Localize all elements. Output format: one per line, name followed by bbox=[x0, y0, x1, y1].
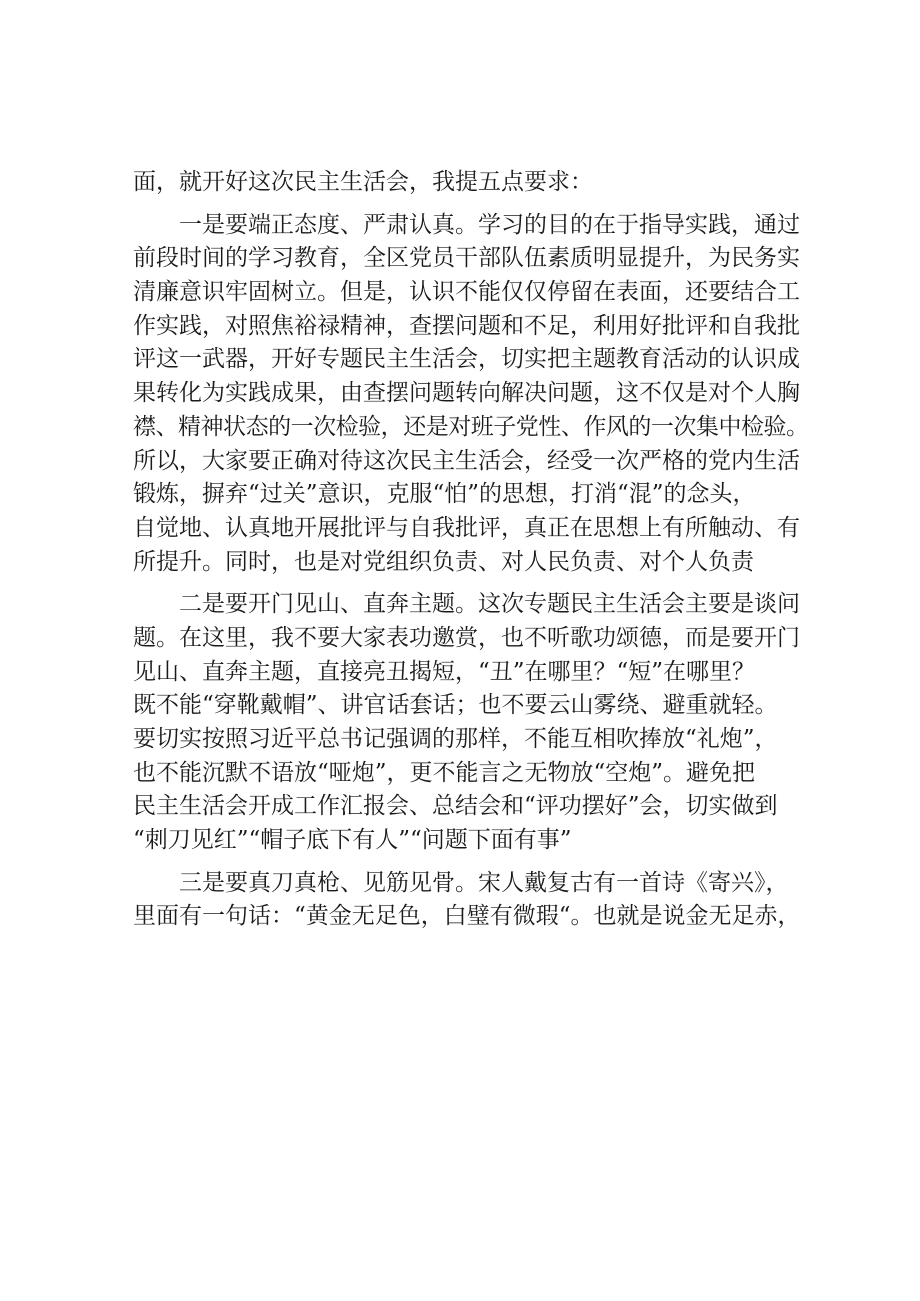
text-line: 一是要端正态度、严肃认真。学习的目的在于指导实践，通过 bbox=[179, 211, 800, 238]
text-line: 清廉意识牢固树立。但是，认识不能仅仅停留在表面，还要结合工 bbox=[133, 279, 800, 306]
text-line: 要切实按照习近平总书记强调的那样，不能互相吹捧放“礼炮”， bbox=[133, 726, 778, 752]
paragraph-point-two bbox=[133, 588, 809, 858]
paragraph-intro bbox=[133, 166, 809, 200]
text-line: 所提升。同时，也是对党组织负责、对人民负责、对个人负责 bbox=[133, 548, 754, 575]
text-line: 所以，大家要正确对待这次民主生活会，经受一次严格的党内生活 bbox=[133, 447, 800, 474]
text-line: 也不能沉默不语放“哑炮”，更不能言之无物放“空炮”。避免把 bbox=[133, 759, 756, 786]
text-line: “刺刀见红”“帽子底下有人”“问题下面有事” bbox=[133, 827, 572, 854]
paragraph-point-one bbox=[133, 209, 809, 580]
text-line: 里面有一句话：“黄金无足色，白璧有微瑕“。也就是说金无足赤， bbox=[133, 903, 801, 930]
text-line: 民主生活会开成工作汇报会、总结会和“评功摆好”会，切实做到 bbox=[133, 793, 778, 820]
text-line: 二是要开门见山、直奔主题。这次专题民主生活会主要是谈问 bbox=[179, 591, 800, 618]
text-line: 既不能“穿靴戴帽”、讲官话套话；也不要云山雾绕、避重就轻。 bbox=[133, 692, 778, 719]
text-line: 题。在这里，我不要大家表功邀赏，也不听歌功颂德，而是要开门 bbox=[133, 624, 800, 651]
text-line: 襟、精神状态的一次检验，还是对班子党性、作风的一次集中检验。 bbox=[133, 413, 809, 440]
text-line: 自觉地、认真地开展批评与自我批评，真正在思想上有所触动、有 bbox=[133, 514, 800, 541]
document-body bbox=[133, 166, 809, 934]
text-line: 面，就开好这次民主生活会，我提五点要求： bbox=[133, 169, 593, 195]
text-line: 锻炼，摒弃“过关”意识，克服“怕”的思想，打消“混”的念头， bbox=[133, 481, 756, 508]
text-line: 果转化为实践成果，由查摆问题转向解决问题，这不仅是对个人胸 bbox=[133, 380, 800, 407]
text-line: 作实践，对照焦裕禄精神，查摆问题和不足，利用好批评和自我批 bbox=[133, 312, 800, 339]
text-line: 见山、直奔主题，直接亮丑揭短，“丑”在哪里？“短”在哪里？ bbox=[133, 658, 756, 685]
text-line: 三是要真刀真枪、见筋见骨。宋人戴复古有一首诗《寄兴》， bbox=[179, 869, 789, 896]
text-line: 前段时间的学习教育，全区党员干部队伍素质明显提升，为民务实 bbox=[133, 245, 800, 272]
text-line: 评这一武器，开好专题民主生活会，切实把主题教育活动的认识成 bbox=[133, 346, 800, 373]
paragraph-point-three bbox=[133, 867, 809, 934]
